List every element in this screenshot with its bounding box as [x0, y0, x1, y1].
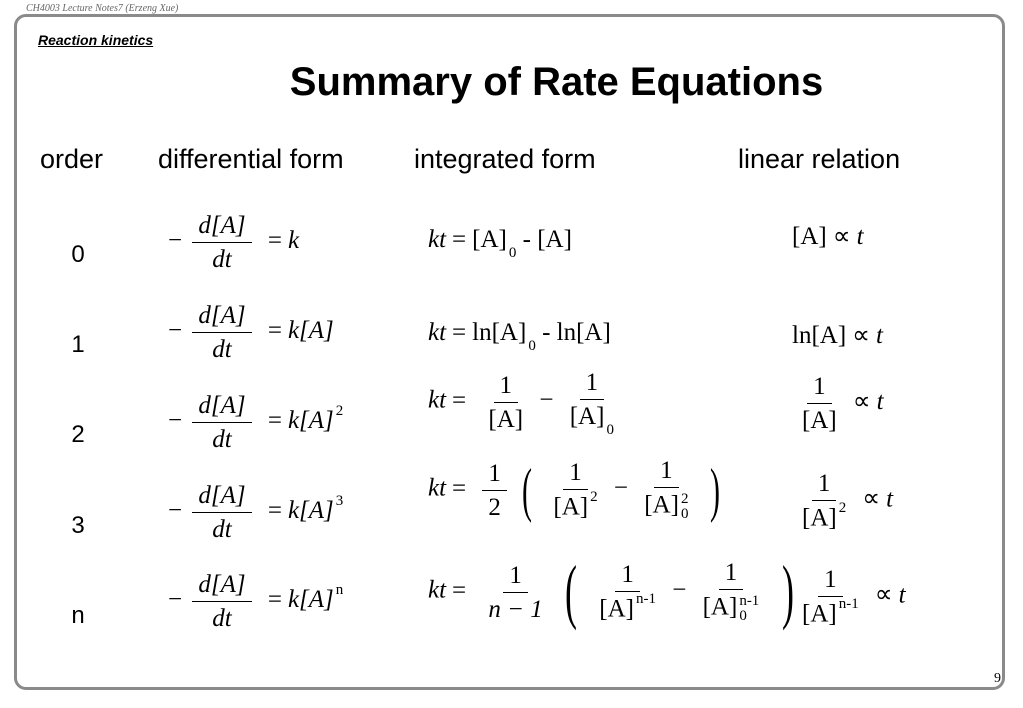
section-label: Reaction kinetics [38, 32, 154, 48]
linear-relation-3: $\frac{1}{[A] ^2}$ ∝ t [802, 470, 894, 532]
order-label-1: 1 [71, 331, 85, 358]
linear-relation-0: [A] ∝ t [792, 223, 864, 250]
integrated-eq-0: kt = [A] $_0$ - [A] [428, 226, 572, 261]
linear-relation-2: $\frac{1}{[A]}$ ∝ t [802, 373, 884, 434]
page-number: 9 [994, 671, 1001, 686]
differential-eq-0: − $\frac{d[A]}{dt}$ = k [168, 212, 300, 273]
integrated-eq-1: kt = ln[A] $_0$ - ln[A] [428, 319, 611, 354]
column-header-order: order [40, 144, 104, 174]
column-header-integrated: integrated form [414, 144, 596, 174]
linear-relation-n: $\frac{1}{[A] ^{n-1}}$ ∝ t [802, 566, 906, 628]
order-label-n: n [71, 602, 85, 629]
integrated-eq-3: kt = $\frac{1}{2}$ ( $\frac{1}{[A] ^2}$ − 1 [A] 2 0 ) [428, 457, 720, 523]
order-label-2: 2 [71, 421, 85, 448]
order-label-3: 3 [71, 512, 85, 539]
differential-eq-n: − $\frac{d[A]}{dt}$ = k[A] $^n$ [168, 571, 344, 632]
slide-title: Summary of Rate Equations [289, 60, 824, 104]
differential-eq-2: − $\frac{d[A]}{dt}$ = k[A] $^2$ [168, 392, 344, 453]
integrated-eq-n: kt = $\frac{1}{n - 1}$ ( $\frac{1}{[A] ^{n-1}}$ − 1 [A] n-1 0 ) [428, 551, 794, 632]
order-label-0: 0 [71, 241, 85, 268]
column-header-differential: differential form [158, 144, 344, 174]
differential-eq-1: − $\frac{d[A]}{dt}$ = k[A] [168, 302, 334, 363]
differential-eq-3: − $\frac{d[A]}{dt}$ = k[A] $^3$ [168, 482, 344, 543]
column-header-linear: linear relation [738, 144, 901, 174]
linear-relation-1: ln[A] ∝ t [792, 322, 883, 349]
lecture-header: CH4003 Lecture Notes7 (Erzeng Xue) [26, 3, 179, 14]
integrated-eq-2: kt = $\frac{1}{[A]}$ − $\frac{1}{[A] _0}$ [428, 369, 614, 438]
